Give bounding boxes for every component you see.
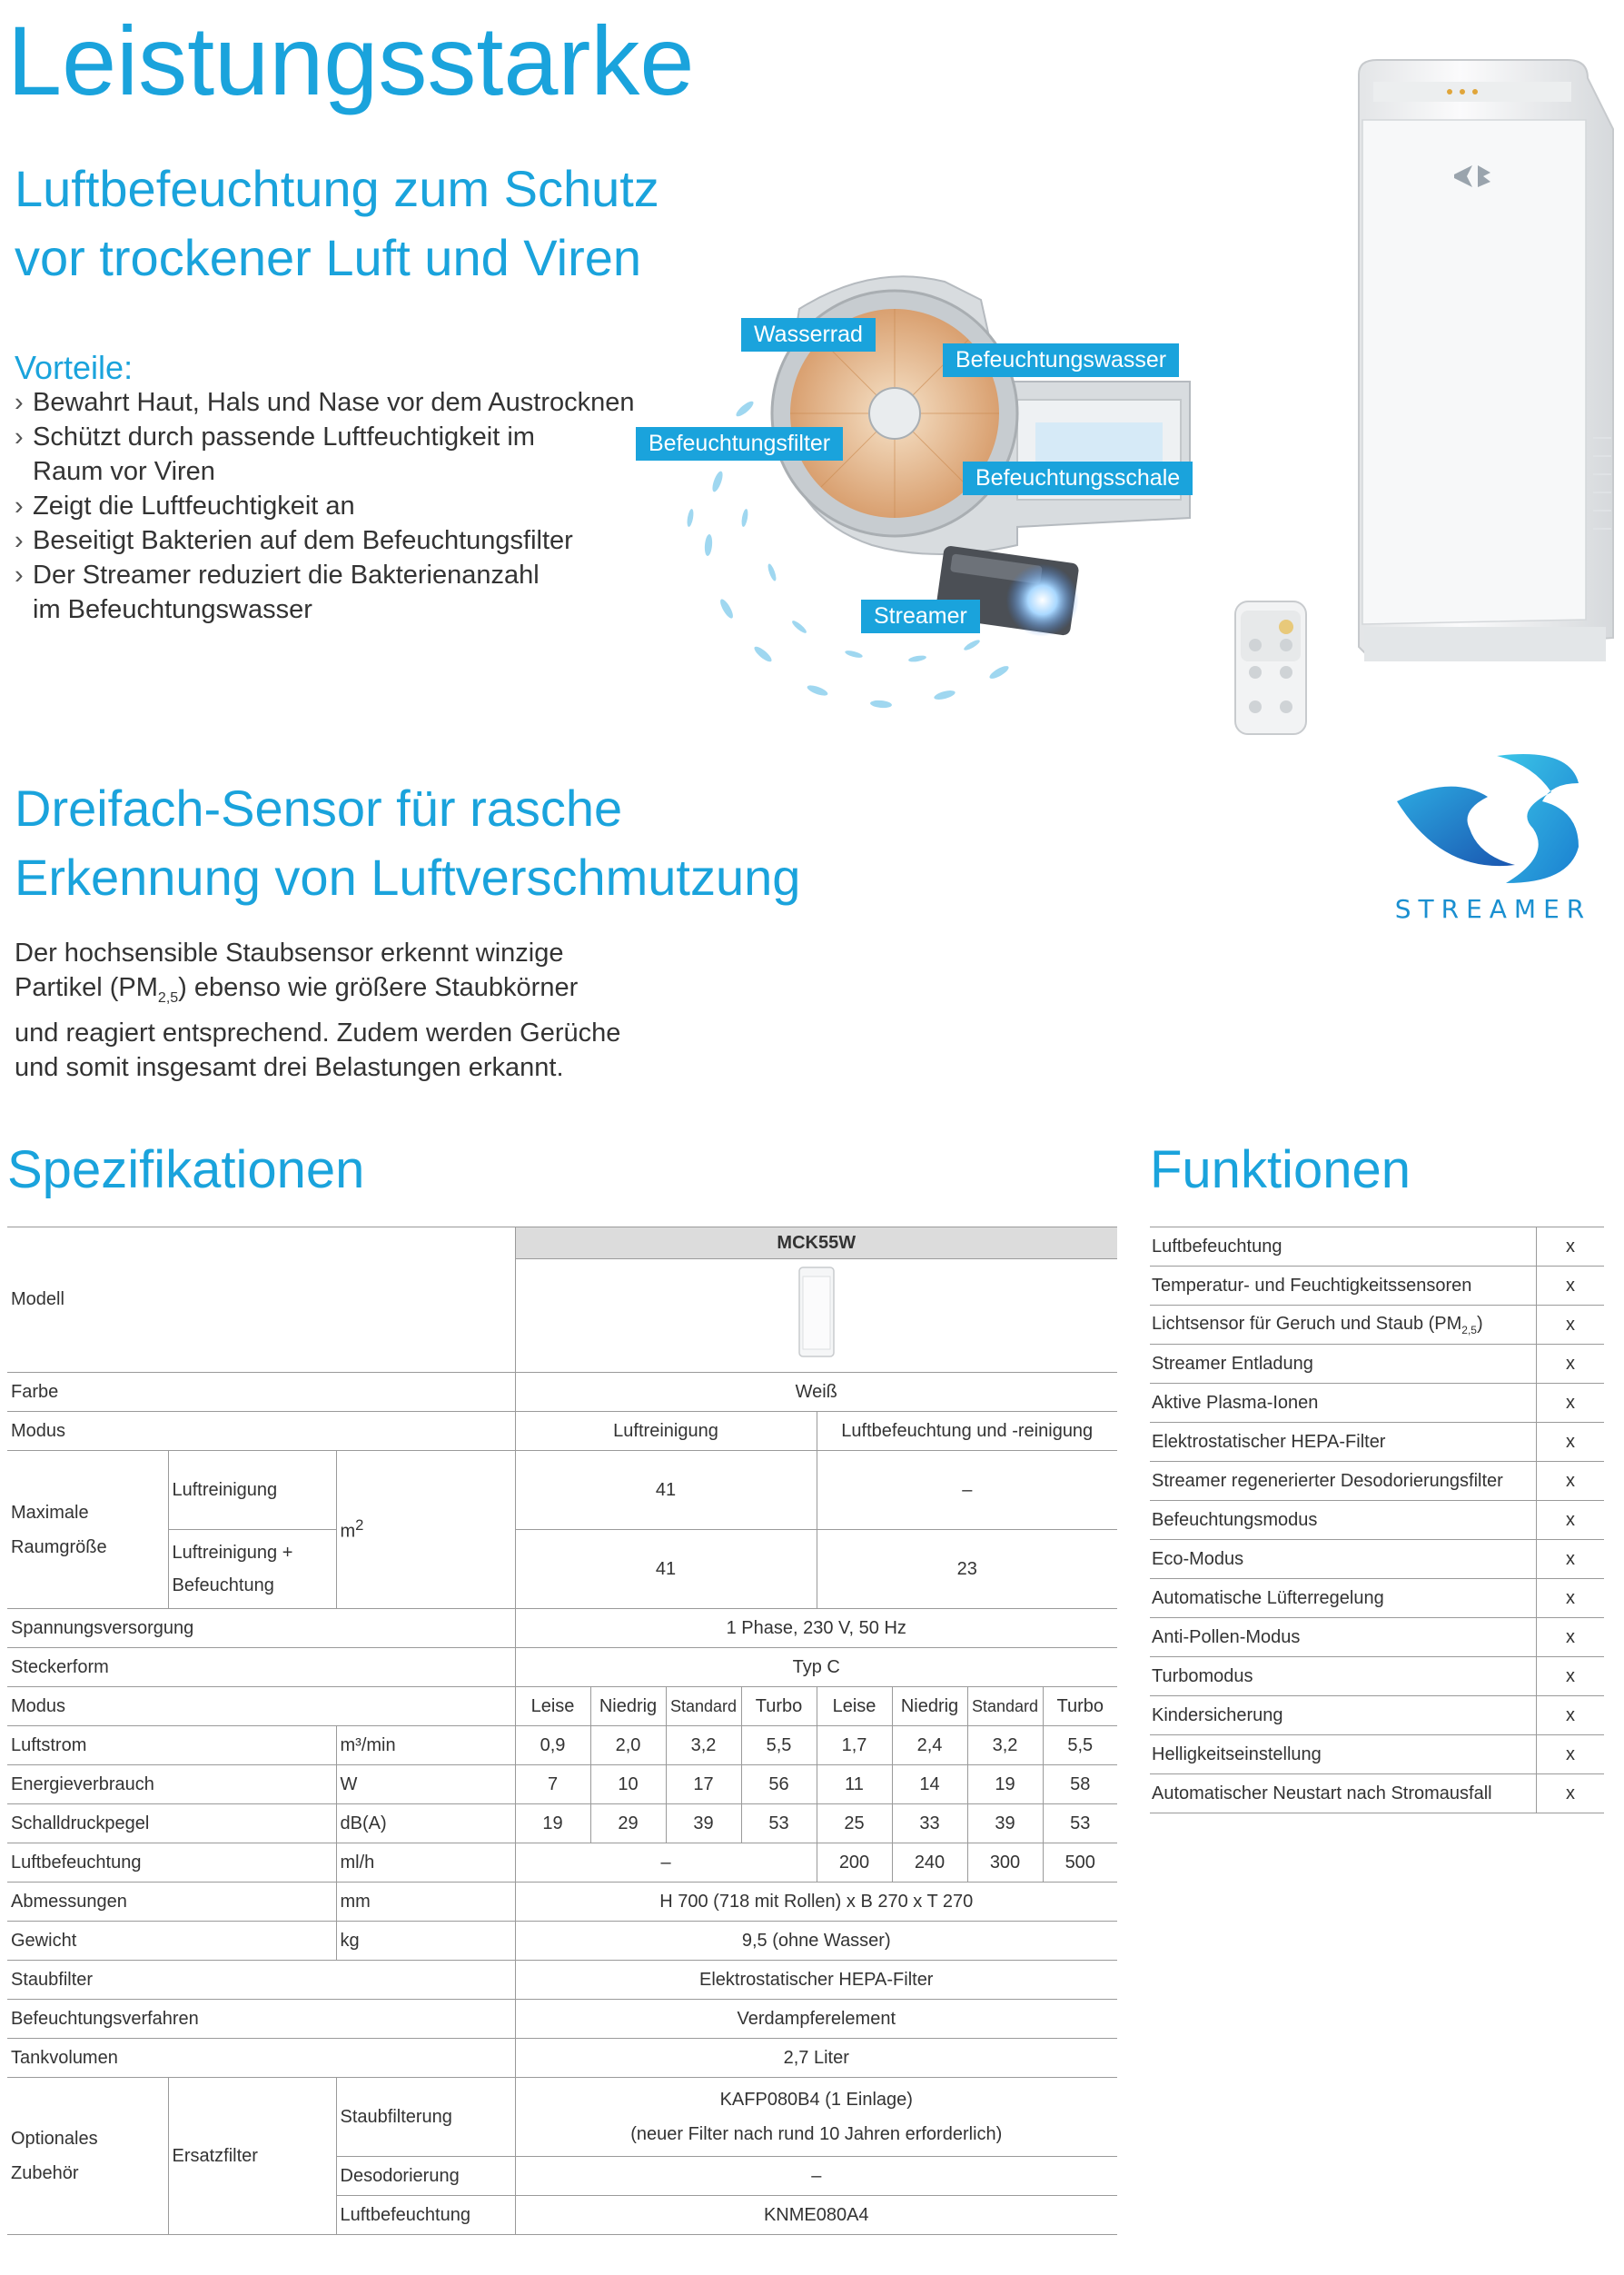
- spec-value-tankvolumen: 2,7 Liter: [515, 2039, 1117, 2078]
- spec-value-befeuchtungsverfahren: Verdampferelement: [515, 2000, 1117, 2039]
- function-name: Eco-Modus: [1150, 1540, 1537, 1579]
- stufe-cell: Standard: [967, 1687, 1043, 1726]
- spec-title: Spezifikationen: [7, 1140, 365, 1199]
- advantages-title: Vorteile:: [15, 349, 134, 386]
- spec-label-modus-stufen: Modus: [7, 1687, 515, 1726]
- spec-value: 1,7: [817, 1726, 892, 1765]
- spec-value: 53: [741, 1804, 817, 1843]
- function-mark: x: [1537, 1462, 1605, 1501]
- function-row: [1150, 1696, 1604, 1735]
- air-purifier-image: [1341, 56, 1619, 681]
- stufe-cell: Niedrig: [892, 1687, 967, 1726]
- spec-value: 14: [892, 1765, 967, 1804]
- function-name-tail: ): [1476, 1313, 1483, 1334]
- spec-value: 240: [892, 1843, 967, 1883]
- unit-text: m: [340, 1521, 356, 1542]
- spec-unit: dB(A): [336, 1804, 515, 1843]
- function-name: Helligkeitseinstellung: [1150, 1735, 1537, 1774]
- spec-label: Luftstrom: [7, 1726, 336, 1765]
- sensor-title-line-1: Dreifach-Sensor für rasche: [15, 780, 623, 837]
- spec-row-luftbefeuchtung: [7, 1843, 1117, 1883]
- humidification-title-line-1: Luftbefeuchtung zum Schutz: [15, 160, 659, 217]
- advantage-item: › Zeigt die Luftfeuchtigkeit an: [15, 489, 650, 523]
- sensor-text-part: ) ebenso wie größere Staubkörner: [178, 973, 579, 1002]
- spec-label-modell: Modell: [7, 1227, 515, 1373]
- spec-label-stecker: Steckerform: [7, 1648, 515, 1687]
- spec-label-optionales-zubehoer: [7, 2078, 168, 2235]
- spec-unit: m³/min: [336, 1726, 515, 1765]
- function-mark: x: [1537, 1774, 1605, 1813]
- spec-value: 5,5: [1043, 1726, 1117, 1765]
- humidification-title-line-2: vor trockener Luft und Viren: [15, 229, 642, 286]
- label-streamer: Streamer: [861, 600, 980, 633]
- streamer-logo-icon: [1388, 747, 1599, 892]
- spec-label: Schalldruckpegel: [7, 1804, 336, 1843]
- spec-value-line: KAFP080B4 (1 Einlage): [719, 2090, 913, 2110]
- spec-label: Luftbefeuchtung: [7, 1843, 336, 1883]
- spec-value-staubfilter: Elektrostatischer HEPA-Filter: [515, 1961, 1117, 2000]
- spec-sublabel-lr-befeuchtung: [168, 1530, 336, 1609]
- model-name: MCK55W: [515, 1227, 1117, 1259]
- spec-label-line: Zubehör: [11, 2163, 79, 2183]
- function-mark: x: [1537, 1384, 1605, 1423]
- function-name: Temperatur- und Feuchtigkeitssensoren: [1150, 1267, 1537, 1306]
- function-name: Kindersicherung: [1150, 1696, 1537, 1735]
- spec-value-line: (neuer Filter nach rund 10 Jahren erforderlich): [630, 2124, 1003, 2144]
- label-wasserrad: Wasserrad: [741, 318, 876, 352]
- streamer-logo: [1388, 747, 1599, 929]
- headline: Leistungsstarke: [7, 5, 695, 115]
- function-mark: x: [1537, 1735, 1605, 1774]
- spec-label-max-raumgroesse: [7, 1451, 168, 1609]
- sensor-title-line-2: Erkennung von Luftverschmutzung: [15, 849, 801, 906]
- function-name: Elektrostatischer HEPA-Filter: [1150, 1423, 1537, 1462]
- functions-table: [1150, 1227, 1604, 1813]
- spec-value-abmessungen: H 700 (718 mit Rollen) x B 270 x T 270: [515, 1883, 1117, 1922]
- function-mark: x: [1537, 1618, 1605, 1657]
- function-row: [1150, 1462, 1604, 1501]
- function-name: Automatische Lüfterregelung: [1150, 1579, 1537, 1618]
- spec-value: 10: [590, 1765, 666, 1804]
- spec-value: 300: [967, 1843, 1043, 1883]
- spec-value: 17: [666, 1765, 741, 1804]
- function-name: Aktive Plasma-Ionen: [1150, 1384, 1537, 1423]
- spec-value-luftbefeuchtung-zubehoer: KNME080A4: [515, 2196, 1117, 2235]
- spec-value: 3,2: [967, 1726, 1043, 1765]
- advantage-item: › Der Streamer reduziert die Bakterienanzahl im Befeuchtungswasser: [15, 558, 541, 627]
- spec-value: 39: [967, 1804, 1043, 1843]
- advantage-item: › Bewahrt Haut, Hals und Nase vor dem Austrocknen: [15, 385, 650, 420]
- spec-unit: ml/h: [336, 1843, 515, 1883]
- spec-value: 56: [741, 1765, 817, 1804]
- function-name-text: Lichtsensor für Geruch und Staub (PM: [1152, 1313, 1462, 1334]
- spec-label-staubfilter: Staubfilter: [7, 1961, 515, 2000]
- function-row: [1150, 1384, 1604, 1423]
- label-befeuchtungswasser: Befeuchtungswasser: [943, 343, 1179, 377]
- functions-title: Funktionen: [1150, 1140, 1411, 1199]
- spec-sublabel-desodorierung: Desodorierung: [336, 2157, 515, 2196]
- stufe-cell: Leise: [817, 1687, 892, 1726]
- spec-value: 2,4: [892, 1726, 967, 1765]
- function-row: [1150, 1423, 1604, 1462]
- function-row: [1150, 1345, 1604, 1384]
- function-row: [1150, 1657, 1604, 1696]
- sensor-line: Der hochsensible Staubsensor erkennt winzige: [15, 939, 564, 968]
- function-row: [1150, 1579, 1604, 1618]
- spec-unit: mm: [336, 1883, 515, 1922]
- stufe-cell: Turbo: [1043, 1687, 1117, 1726]
- spec-value: –: [515, 1843, 817, 1883]
- spec-value-modus-a: Luftreinigung: [515, 1412, 817, 1451]
- spec-label-spannung: Spannungsversorgung: [7, 1609, 515, 1648]
- stufe-cell: Leise: [515, 1687, 590, 1726]
- advantage-item: › Schützt durch passende Luftfeuchtigkeit im Raum vor Viren: [15, 420, 541, 489]
- function-name: Streamer regenerierter Desodorierungsfilter: [1150, 1462, 1537, 1501]
- spec-label-gewicht: Gewicht: [7, 1922, 336, 1961]
- spec-value-lrb-a: 41: [515, 1530, 817, 1609]
- function-name: Turbomodus: [1150, 1657, 1537, 1696]
- sensor-line: [15, 970, 650, 1016]
- stufe-cell: Standard: [666, 1687, 741, 1726]
- spec-row-energieverbrauch: [7, 1765, 1117, 1804]
- function-mark: x: [1537, 1540, 1605, 1579]
- humidifier-diagram-graphic: [636, 245, 1217, 754]
- function-name: Streamer Entladung: [1150, 1345, 1537, 1384]
- spec-label-line: Optionales: [11, 2129, 98, 2149]
- spec-value: 39: [666, 1804, 741, 1843]
- function-row: [1150, 1774, 1604, 1813]
- spec-value: 11: [817, 1765, 892, 1804]
- spec-value-spannung: 1 Phase, 230 V, 50 Hz: [515, 1609, 1117, 1648]
- spec-label-modus: Modus: [7, 1412, 515, 1451]
- spec-label-line: Befeuchtung: [172, 1575, 274, 1595]
- spec-value-gewicht: 9,5 (ohne Wasser): [515, 1922, 1117, 1961]
- spec-sublabel-luftbefeuchtung: Luftbefeuchtung: [336, 2196, 515, 2235]
- spec-value: 3,2: [666, 1726, 741, 1765]
- spec-unit: kg: [336, 1922, 515, 1961]
- function-mark: x: [1537, 1267, 1605, 1306]
- function-name: Anti-Pollen-Modus: [1150, 1618, 1537, 1657]
- spec-value: 0,9: [515, 1726, 590, 1765]
- spec-value-lrb-b: 23: [817, 1530, 1117, 1609]
- spec-value-lr-a: 41: [515, 1451, 817, 1530]
- spec-value: 53: [1043, 1804, 1117, 1843]
- sensor-description: [15, 936, 650, 1085]
- label-befeuchtungsschale: Befeuchtungsschale: [963, 462, 1193, 495]
- spec-unit: W: [336, 1765, 515, 1804]
- stufe-cell: Niedrig: [590, 1687, 666, 1726]
- remote-control-image: [1233, 600, 1308, 736]
- function-mark: x: [1537, 1345, 1605, 1384]
- function-name: Automatischer Neustart nach Stromausfall: [1150, 1774, 1537, 1813]
- spec-value: 25: [817, 1804, 892, 1843]
- spec-value: 33: [892, 1804, 967, 1843]
- spec-value: 2,0: [590, 1726, 666, 1765]
- function-mark: x: [1537, 1306, 1605, 1345]
- function-row: [1150, 1735, 1604, 1774]
- spec-row-luftstrom: [7, 1726, 1117, 1765]
- sensor-text-part: Partikel (PM: [15, 973, 158, 1002]
- spec-value-staubfilterung: [515, 2078, 1117, 2157]
- advantages-list: [15, 385, 650, 627]
- function-name: Befeuchtungsmodus: [1150, 1501, 1537, 1540]
- spec-sublabel-staubfilterung: Staubfilterung: [336, 2078, 515, 2157]
- function-row: [1150, 1501, 1604, 1540]
- model-thumbnail-image: [794, 1266, 839, 1360]
- function-mark: x: [1537, 1227, 1605, 1267]
- stufe-cell: Turbo: [741, 1687, 817, 1726]
- sensor-line: und somit insgesamt drei Belastungen erkannt.: [15, 1052, 564, 1082]
- sensor-line: und reagiert entsprechend. Zudem werden Gerüche: [15, 1018, 621, 1048]
- spec-value: 29: [590, 1804, 666, 1843]
- spec-label-befeuchtungsverfahren: Befeuchtungsverfahren: [7, 2000, 515, 2039]
- spec-value: 19: [967, 1765, 1043, 1804]
- spec-sublabel-ersatzfilter: Ersatzfilter: [168, 2078, 336, 2235]
- function-name: [1150, 1306, 1537, 1345]
- spec-value: 19: [515, 1804, 590, 1843]
- spec-label-line: Luftreinigung +: [172, 1543, 293, 1563]
- spec-label-abmessungen: Abmessungen: [7, 1883, 336, 1922]
- function-name: Luftbefeuchtung: [1150, 1227, 1537, 1267]
- pm-subscript: 2,5: [1461, 1323, 1477, 1336]
- function-row: [1150, 1306, 1604, 1345]
- spec-value: 58: [1043, 1765, 1117, 1804]
- function-mark: x: [1537, 1657, 1605, 1696]
- function-mark: x: [1537, 1501, 1605, 1540]
- spec-label-tankvolumen: Tankvolumen: [7, 2039, 515, 2078]
- spec-sublabel-luftreinigung: Luftreinigung: [168, 1451, 336, 1530]
- function-row: [1150, 1540, 1604, 1579]
- advantage-item: › Beseitigt Bakterien auf dem Befeuchtungsfilter: [15, 523, 650, 558]
- spec-row-schalldruckpegel: [7, 1804, 1117, 1843]
- function-row: [1150, 1618, 1604, 1657]
- spec-label-line: Raumgröße: [11, 1536, 107, 1557]
- function-mark: x: [1537, 1579, 1605, 1618]
- spec-value: 5,5: [741, 1726, 817, 1765]
- function-mark: x: [1537, 1423, 1605, 1462]
- pm-subscript: 2,5: [157, 989, 179, 1006]
- spec-label-farbe: Farbe: [7, 1373, 515, 1412]
- function-row: [1150, 1227, 1604, 1267]
- spec-value: 7: [515, 1765, 590, 1804]
- spec-unit-m2: [336, 1451, 515, 1609]
- humidifier-illustration: [636, 245, 1217, 754]
- spec-label: Energieverbrauch: [7, 1765, 336, 1804]
- spec-table: [7, 1227, 1117, 2235]
- spec-value-lr-b: –: [817, 1451, 1117, 1530]
- spec-value-desodorierung: –: [515, 2157, 1117, 2196]
- unit-superscript: 2: [355, 1516, 364, 1535]
- spec-label-line: Maximale: [11, 1502, 89, 1523]
- spec-value-modus-b: Luftbefeuchtung und -reinigung: [817, 1412, 1117, 1451]
- label-befeuchtungsfilter: Befeuchtungsfilter: [636, 427, 843, 461]
- spec-value-farbe: Weiß: [515, 1373, 1117, 1412]
- spec-value-stecker: Typ C: [515, 1648, 1117, 1687]
- spec-value: 500: [1043, 1843, 1117, 1883]
- spec-value: 200: [817, 1843, 892, 1883]
- streamer-logo-text: STREAMER: [1394, 894, 1592, 924]
- function-mark: x: [1537, 1696, 1605, 1735]
- sensor-title: [15, 774, 800, 912]
- function-row: [1150, 1267, 1604, 1306]
- humidification-title: [15, 154, 659, 293]
- model-image-cell: [515, 1259, 1117, 1373]
